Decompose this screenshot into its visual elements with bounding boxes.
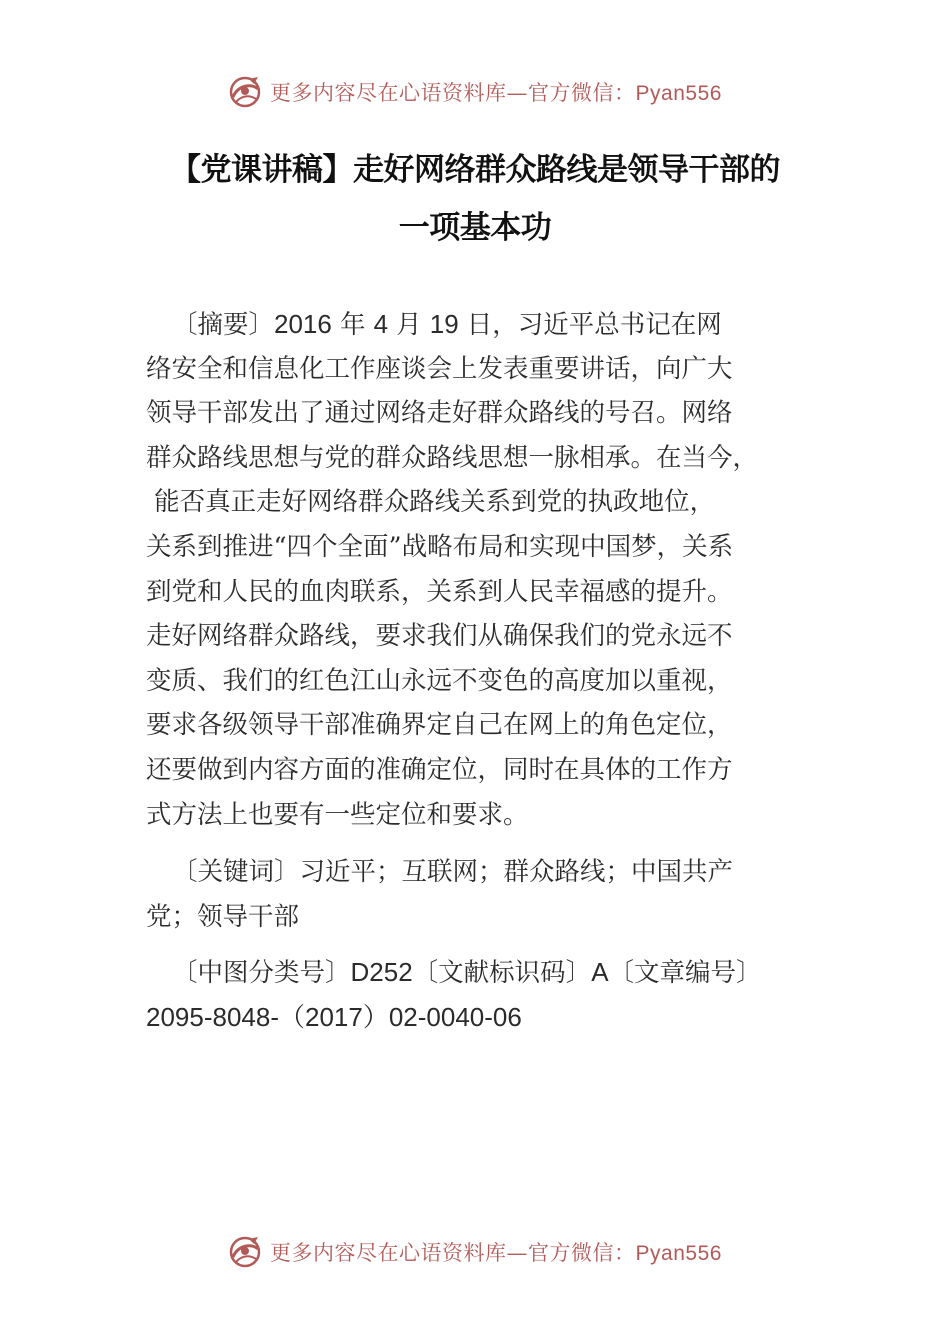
- abstract-line: 关系到推进“四个全面”战略布局和实现中国梦，关系: [146, 531, 734, 562]
- header-banner-wechat-id: Pyan556: [635, 82, 722, 105]
- footer-banner: [0, 1232, 950, 1272]
- header-banner-cn: 更多内容尽在心语资料库—官方微信：: [270, 81, 636, 105]
- abstract-paragraph: [146, 302, 826, 837]
- classification-line: 〔中图分类号〕D252〔文献标识码〕A〔文章编号〕: [172, 957, 762, 988]
- header-banner-text: [270, 77, 722, 107]
- eye-swirl-logo-icon: [228, 1235, 262, 1269]
- footer-banner-wechat-id: Pyan556: [635, 1242, 722, 1265]
- classification-paragraph: [146, 950, 826, 1039]
- footer-banner-text: [270, 1237, 722, 1267]
- classification-line: 2095-8048-（2017）02-0040-06: [146, 1001, 522, 1032]
- abstract-line: 走好网络群众路线，要求我们从确保我们的党永远不: [146, 621, 733, 652]
- document-title-line-1: 【党课讲稿】走好网络群众路线是领导干部的: [170, 152, 780, 188]
- eye-swirl-logo-icon: [228, 75, 262, 109]
- abstract-line: 〔摘要〕2016 年 4 月 19 日，习近平总书记在网: [172, 309, 722, 340]
- abstract-line: 到党和人民的血肉联系，关系到人民幸福感的提升。: [146, 576, 733, 607]
- keywords-paragraph: [146, 850, 826, 939]
- abstract-line: 还要做到内容方面的准确定位，同时在具体的工作方: [146, 754, 733, 785]
- abstract-line: 式方法上也要有一些定位和要求。: [146, 799, 529, 830]
- abstract-line: 要求各级领导干部准确界定自己在网上的角色定位，: [146, 710, 733, 741]
- abstract-line: 变质、我们的红色江山永远不变色的高度加以重视，: [146, 665, 733, 696]
- document-title-line-2: 一项基本功: [398, 210, 552, 246]
- footer-banner-cn: 更多内容尽在心语资料库—官方微信：: [270, 1241, 636, 1265]
- abstract-line: 群众路线思想与党的群众路线思想一脉相承。在当今，: [146, 442, 759, 473]
- abstract-line: 能否真正走好网络群众路线关系到党的执政地位，: [146, 487, 716, 518]
- keywords-line: 〔关键词〕习近平；互联网；群众路线；中国共产: [172, 857, 734, 887]
- header-banner: [0, 72, 950, 112]
- abstract-line: 络安全和信息化工作座谈会上发表重要讲话，向广大: [146, 353, 733, 384]
- abstract-line: 领导干部发出了通过网络走好群众路线的号召。网络: [146, 398, 733, 429]
- keywords-line: 党；领导干部: [146, 901, 300, 932]
